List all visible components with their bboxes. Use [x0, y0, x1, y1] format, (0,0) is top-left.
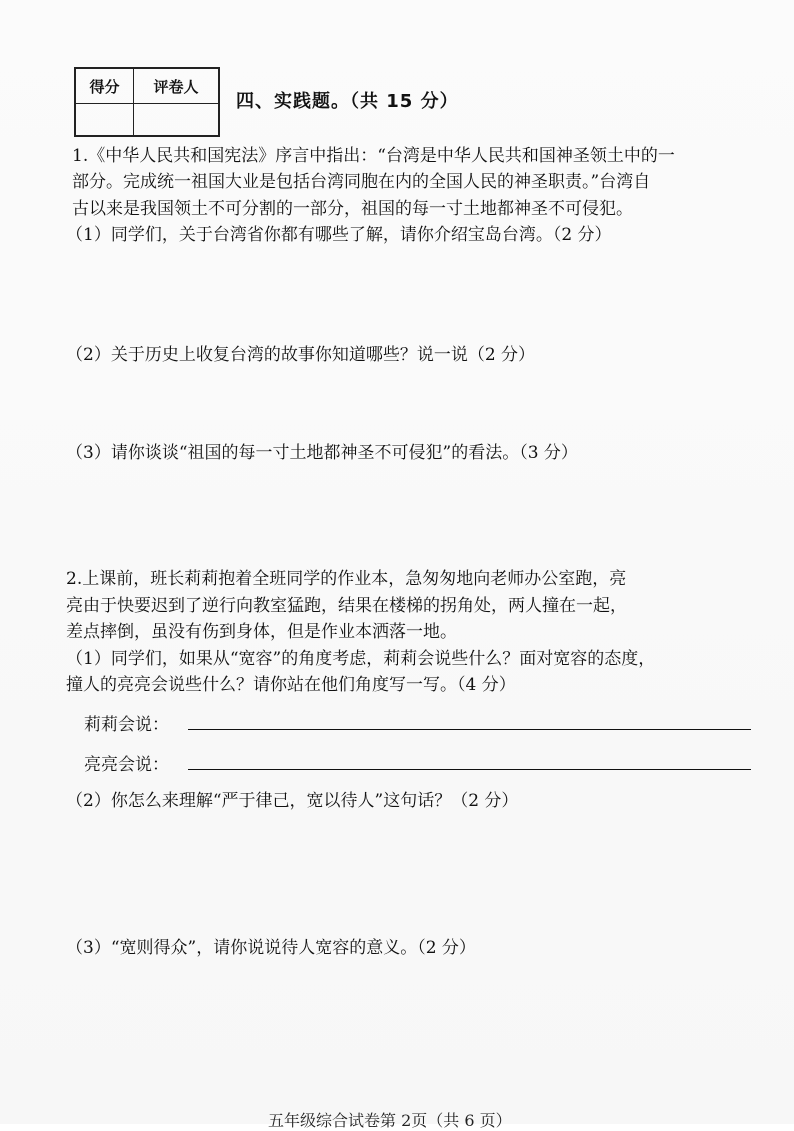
section-title: 四、实践题。（共 15 分） [236, 91, 459, 112]
q2-line-3: 差点摔倒，虽没有伤到身体，但是作业本洒落一地。 [66, 622, 457, 642]
score-label: 得分 [76, 69, 134, 104]
q2-line-1: 2.上课前，班长莉莉抱着全班同学的作业本，急匆匆地向老师办公室跑，亮 [66, 569, 627, 589]
liang-answer-line[interactable] [188, 769, 751, 770]
grader-label: 评卷人 [134, 69, 218, 104]
q2-sub1-line-1: （1）同学们，如果从“宽容”的角度考虑，莉莉会说些什么？面对宽容的态度， [66, 649, 656, 669]
q2-sub1-line-2: 撞人的亮亮会说些什么？请你站在他们角度写一写。（4 分） [66, 675, 516, 695]
q2-sub2: （2）你怎么来理解“严于律己，宽以待人”这句话？（2 分） [66, 791, 519, 811]
lily-answer-line[interactable] [188, 729, 751, 730]
page-footer: 五年级综合试卷第 2页（共 6 页） [268, 1111, 512, 1130]
score-value-cell[interactable] [76, 104, 134, 135]
q1-line-3: 古以来是我国领土不可分割的一部分，祖国的每一寸土地都神圣不可侵犯。 [72, 199, 633, 219]
liang-says-label: 亮亮会说： [84, 755, 169, 775]
q1-line-1: 1.《中华人民共和国宪法》序言中指出：“台湾是中华人民共和国神圣领土中的一 [72, 146, 675, 166]
q1-sub1: （1）同学们，关于台湾省你都有哪些了解，请你介绍宝岛台湾。（2 分） [66, 225, 612, 245]
q2-line-2: 亮由于快要迟到了逆行向教室猛跑，结果在楼梯的拐角处，两人撞在一起， [66, 596, 627, 616]
q2-sub3: （3）“宽则得众”，请你说说待人宽容的意义。（2 分） [66, 938, 476, 958]
score-table [74, 67, 220, 137]
grader-value-cell[interactable] [134, 104, 218, 135]
q1-sub2: （2）关于历史上收复台湾的故事你知道哪些？说一说（2 分） [66, 345, 536, 365]
q1-sub3: （3）请你谈谈“祖国的每一寸土地都神圣不可侵犯”的看法。（3 分） [66, 443, 578, 463]
lily-says-label: 莉莉会说： [84, 715, 169, 735]
q1-line-2: 部分。完成统一祖国大业是包括台湾同胞在内的全国人民的神圣职责。”台湾自 [72, 172, 651, 192]
